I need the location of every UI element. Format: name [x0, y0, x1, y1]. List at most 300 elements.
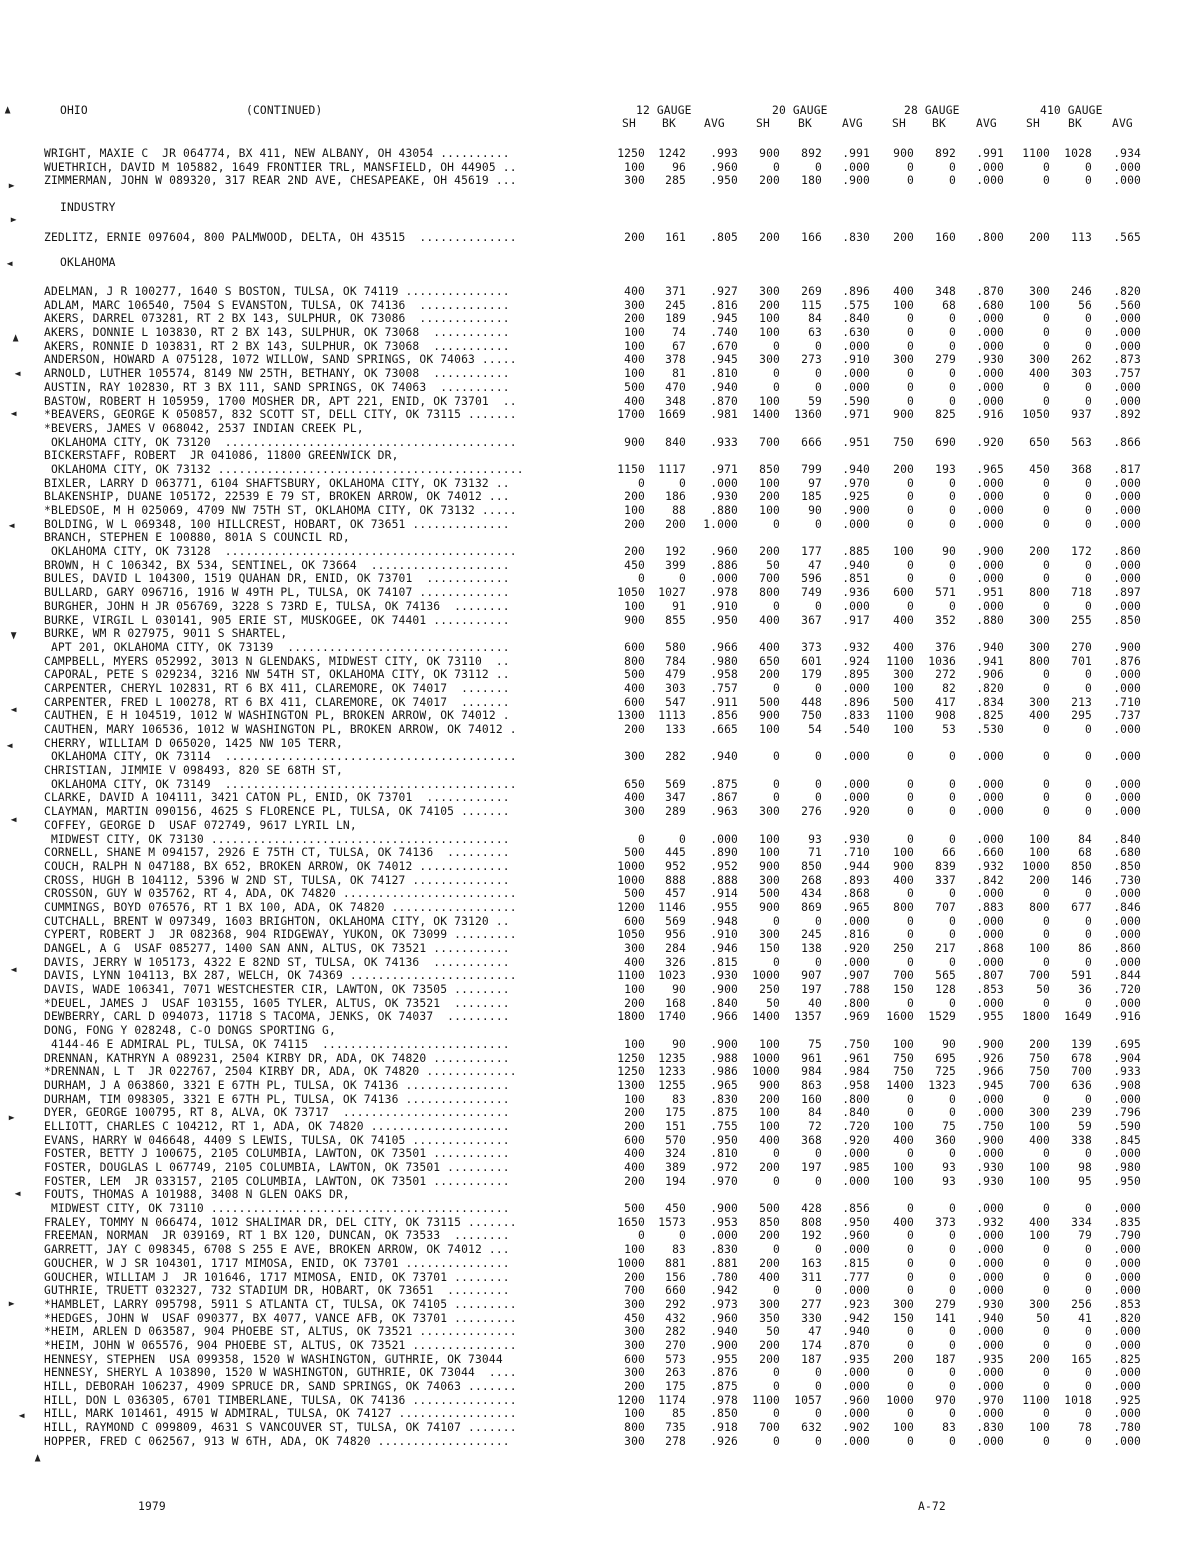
cell-g28-bk: 0 — [949, 367, 956, 381]
cell-g410-bk: 172 — [1071, 545, 1092, 559]
cell-g410-bk: 98 — [1078, 1161, 1092, 1174]
shooter-entry: FOUTS, THOMAS A 101988, 3408 N GLEN OAKS DR, — [44, 1188, 350, 1202]
cell-g12-sh: 1000 — [617, 859, 645, 873]
cell-g28-bk: 0 — [949, 777, 956, 791]
shooter-entry: CORNELL, SHANE M 094157, 2926 E 75TH CT, TULSA, OK 74136 ......... — [44, 846, 510, 860]
cell-g28-avg: .000 — [976, 955, 1004, 969]
cell-g12-sh: 300 — [624, 1434, 645, 1448]
cell-g12-bk: 263 — [665, 1366, 686, 1380]
cell-g12-sh: 1250 — [617, 147, 645, 160]
cell-g410-bk: 0 — [1085, 476, 1092, 490]
cell-g12-avg: .966 — [710, 1010, 738, 1024]
cell-g28-avg: .930 — [976, 1174, 1004, 1188]
cell-g20-sh: 0 — [773, 380, 780, 394]
cell-g12-bk: 151 — [665, 1119, 686, 1133]
margin-mark: ◄ — [10, 702, 17, 716]
cell-g28-sh: 300 — [893, 1297, 914, 1311]
cell-g28-bk: 93 — [942, 1174, 956, 1188]
cell-g410-avg: .860 — [1113, 545, 1141, 559]
cell-g20-avg: .816 — [842, 928, 870, 942]
cell-g20-avg: .840 — [842, 1106, 870, 1120]
cell-g12-sh: 400 — [624, 955, 645, 969]
cell-g28-sh: 0 — [907, 928, 914, 942]
cell-g20-avg: .870 — [842, 1338, 870, 1352]
cell-g410-sh: 750 — [1029, 1051, 1050, 1065]
cell-g12-avg: .955 — [710, 1352, 738, 1366]
cell-g20-sh: 400 — [759, 1270, 780, 1284]
cell-g410-avg: .565 — [1113, 231, 1141, 244]
cell-g12-bk: 245 — [665, 298, 686, 312]
cell-g20-sh: 0 — [773, 367, 780, 381]
cell-g410-bk: 0 — [1085, 326, 1092, 340]
cell-g28-avg: .906 — [976, 668, 1004, 682]
cell-g28-bk: 0 — [949, 1202, 956, 1216]
cell-g20-bk: 0 — [815, 1407, 822, 1421]
cell-g28-sh: 0 — [907, 380, 914, 394]
cell-g28-sh: 1000 — [886, 1393, 914, 1407]
cell-g410-sh: 50 — [1036, 983, 1050, 997]
cell-g410-bk: 262 — [1071, 353, 1092, 367]
cell-g12-avg: .000 — [710, 476, 738, 490]
cell-g410-bk: 0 — [1085, 805, 1092, 819]
cell-g12-avg: .867 — [710, 791, 738, 805]
cell-g12-avg: .880 — [710, 504, 738, 517]
cell-g28-sh: 0 — [907, 326, 914, 340]
cell-g12-avg: .875 — [710, 1380, 738, 1393]
cell-g20-bk: 0 — [815, 777, 822, 791]
cell-g28-avg: .965 — [976, 462, 1004, 476]
margin-mark: ◄ — [10, 406, 17, 420]
cell-g28-avg: .951 — [976, 586, 1004, 600]
cell-g28-avg: .000 — [976, 312, 1004, 326]
cell-g410-sh: 0 — [1043, 160, 1050, 174]
section-oklahoma — [0, 285, 1200, 1448]
cell-g12-sh: 400 — [624, 791, 645, 805]
cell-g12-sh: 1050 — [617, 586, 645, 600]
cell-g20-sh: 0 — [773, 1147, 780, 1161]
cell-g20-avg: .960 — [842, 1393, 870, 1407]
cell-g410-bk: 0 — [1085, 887, 1092, 901]
cell-g410-avg: .897 — [1113, 586, 1141, 600]
cell-g20-sh: 200 — [759, 231, 780, 244]
cell-g28-sh: 100 — [893, 545, 914, 559]
cell-g410-bk: 56 — [1078, 298, 1092, 312]
cell-g20-bk: 187 — [801, 1352, 822, 1366]
cell-g410-avg: .846 — [1113, 900, 1141, 914]
cell-g12-sh: 300 — [624, 750, 645, 764]
cell-g28-bk: 348 — [935, 285, 956, 298]
cell-g28-avg: .000 — [976, 1202, 1004, 1216]
cell-g28-sh: 900 — [893, 147, 914, 160]
cell-g28-sh: 0 — [907, 1407, 914, 1421]
cell-g12-bk: 74 — [672, 326, 686, 340]
cell-g410-sh: 300 — [1029, 613, 1050, 627]
cell-g20-avg: .000 — [842, 367, 870, 381]
table-row — [0, 586, 1200, 600]
cell-g20-sh: 0 — [773, 160, 780, 174]
cell-g410-avg: .000 — [1113, 1407, 1141, 1421]
cell-g20-sh: 200 — [759, 1352, 780, 1366]
cell-g28-bk: 0 — [949, 517, 956, 531]
table-row — [0, 559, 1200, 573]
cell-g20-sh: 0 — [773, 599, 780, 613]
cell-g28-sh: 0 — [907, 572, 914, 586]
cell-g28-sh: 0 — [907, 887, 914, 901]
cell-g410-bk: 0 — [1085, 1338, 1092, 1352]
margin-mark: ◄ — [18, 1408, 25, 1422]
margin-mark: ▲ — [12, 330, 19, 344]
cell-g12-sh: 200 — [624, 1380, 645, 1393]
cell-g12-bk: 0 — [679, 832, 686, 846]
cell-g410-sh: 0 — [1043, 1243, 1050, 1257]
cell-g28-sh: 1100 — [886, 654, 914, 668]
cell-g12-sh: 500 — [624, 380, 645, 394]
shooter-entry: COFFEY, GEORGE D USAF 072749, 9617 LYRIL LN, — [44, 818, 357, 832]
cell-g12-sh: 1650 — [617, 1215, 645, 1229]
margin-mark: ◄ — [6, 738, 13, 752]
cell-g20-bk: 0 — [815, 681, 822, 695]
table-row — [0, 1421, 1200, 1435]
cell-g410-avg: .730 — [1113, 873, 1141, 887]
cell-g28-bk: 565 — [935, 969, 956, 983]
cell-g28-sh: 0 — [907, 1202, 914, 1216]
cell-g12-sh: 100 — [624, 160, 645, 174]
cell-g410-bk: 0 — [1085, 1407, 1092, 1421]
cell-g410-avg: .850 — [1113, 859, 1141, 873]
cell-g20-sh: 1400 — [752, 408, 780, 422]
cell-g20-sh: 300 — [759, 873, 780, 887]
cell-g28-bk: 0 — [949, 928, 956, 942]
cell-g20-bk: 0 — [815, 1174, 822, 1188]
cell-g20-bk: 97 — [808, 476, 822, 490]
cell-g28-bk: 0 — [949, 1106, 956, 1120]
cell-g410-sh: 200 — [1029, 873, 1050, 887]
table-row — [0, 299, 1200, 313]
cell-g410-sh: 0 — [1043, 777, 1050, 791]
table-row — [0, 395, 1200, 409]
cell-g410-sh: 1800 — [1022, 1010, 1050, 1024]
cell-g20-avg: .960 — [842, 1229, 870, 1243]
cell-g20-bk: 1360 — [794, 408, 822, 422]
shooter-entry: BICKERSTAFF, ROBERT JR 041086, 11800 GREENWICK DR, — [44, 449, 399, 463]
cell-g410-avg: .000 — [1113, 723, 1141, 736]
table-row — [0, 1407, 1200, 1421]
cell-g12-sh: 100 — [624, 599, 645, 613]
table-row — [0, 614, 1200, 628]
cell-g12-sh: 0 — [638, 1229, 645, 1243]
cell-g28-bk: 0 — [949, 174, 956, 188]
cell-g410-bk: 677 — [1071, 900, 1092, 914]
cell-g20-avg: .920 — [842, 942, 870, 955]
cell-g410-sh: 400 — [1029, 1133, 1050, 1147]
cell-g12-sh: 300 — [624, 942, 645, 955]
table-row — [0, 874, 1200, 888]
cell-g410-bk: 0 — [1085, 723, 1092, 736]
cell-g28-sh: 0 — [907, 558, 914, 572]
cell-g28-bk: 90 — [942, 545, 956, 559]
cell-g12-sh: 450 — [624, 558, 645, 572]
footer-year: 1979 — [138, 1500, 166, 1513]
cell-g12-sh: 300 — [624, 1338, 645, 1352]
cell-g12-bk: 156 — [665, 1270, 686, 1284]
table-row — [0, 969, 1200, 983]
cell-g28-bk: 0 — [949, 504, 956, 517]
cell-g20-bk: 72 — [808, 1119, 822, 1133]
cell-g410-avg: .590 — [1113, 1119, 1141, 1133]
subcol-avg: AVG — [1112, 117, 1133, 130]
cell-g12-avg: .965 — [710, 1078, 738, 1092]
cell-g28-avg: .000 — [976, 832, 1004, 846]
cell-g20-sh: 300 — [759, 805, 780, 819]
table-row — [0, 709, 1200, 723]
cell-g20-bk: 0 — [815, 339, 822, 353]
cell-g410-bk: 334 — [1071, 1215, 1092, 1229]
cell-g410-sh: 0 — [1043, 1270, 1050, 1284]
table-row — [0, 1106, 1200, 1120]
cell-g410-avg: .000 — [1113, 1338, 1141, 1352]
table-row — [0, 1161, 1200, 1175]
cell-g12-avg: .900 — [710, 983, 738, 997]
cell-g20-sh: 900 — [759, 900, 780, 914]
cell-g12-bk: 855 — [665, 613, 686, 627]
cell-g12-avg: .930 — [710, 969, 738, 983]
cell-g12-avg: .840 — [710, 996, 738, 1010]
cell-g28-bk: 217 — [935, 942, 956, 955]
cell-g410-avg: .876 — [1113, 654, 1141, 668]
cell-g20-bk: 448 — [801, 695, 822, 709]
cell-g410-sh: 0 — [1043, 1434, 1050, 1448]
cell-g410-sh: 0 — [1043, 723, 1050, 736]
cell-g12-bk: 161 — [665, 231, 686, 244]
subcol-sh: SH — [1026, 117, 1040, 130]
table-row — [0, 942, 1200, 956]
shooter-entry: CAMPBELL, MYERS 052992, 3013 N GLENDAKS, MIDWEST CITY, OK 73110 .. — [44, 654, 510, 668]
cell-g28-sh: 150 — [893, 1311, 914, 1325]
cell-g20-avg: .777 — [842, 1270, 870, 1284]
shooter-entry: CROSSON, GUY W 035762, RT 4, ADA, OK 74820 ......................... — [44, 887, 517, 901]
cell-g12-bk: 784 — [665, 654, 686, 668]
cell-g20-avg: .900 — [842, 174, 870, 188]
table-row — [0, 285, 1200, 299]
shooter-entry: *HEDGES, JOHN W USAF 090377, BX 4077, VANCE AFB, OK 73701 ......... — [44, 1311, 517, 1325]
cell-g410-avg: .000 — [1113, 476, 1141, 490]
column-header — [0, 104, 1200, 134]
cell-g20-sh: 200 — [759, 1256, 780, 1270]
cell-g28-sh: 100 — [893, 1421, 914, 1435]
cell-g12-sh: 1700 — [617, 408, 645, 422]
cell-g20-sh: 0 — [773, 517, 780, 531]
cell-g28-bk: 0 — [949, 1284, 956, 1298]
cell-g410-sh: 0 — [1043, 1092, 1050, 1106]
cell-g12-sh: 1300 — [617, 709, 645, 723]
shooter-entry: ADELMAN, J R 100277, 1640 S BOSTON, TULSA, OK 74119 ............... — [44, 285, 510, 298]
cell-g20-sh: 100 — [759, 723, 780, 736]
shooter-entry: AKERS, DONNIE L 103830, RT 2 BX 143, SULPHUR, OK 73068 ........... — [44, 326, 510, 340]
cell-g410-avg: .780 — [1113, 1421, 1141, 1435]
cell-g410-avg: .900 — [1113, 640, 1141, 654]
cell-g20-avg: .965 — [842, 900, 870, 914]
cell-g20-avg: .000 — [842, 777, 870, 791]
cell-g20-avg: .885 — [842, 545, 870, 559]
cell-g28-avg: .000 — [976, 1270, 1004, 1284]
cell-g28-avg: .991 — [976, 147, 1004, 160]
cell-g20-bk: 84 — [808, 312, 822, 326]
cell-g28-sh: 0 — [907, 1092, 914, 1106]
cell-g28-bk: 352 — [935, 613, 956, 627]
cell-g20-sh: 400 — [759, 613, 780, 627]
cell-g12-avg: .805 — [710, 231, 738, 244]
cell-g20-bk: 1057 — [794, 1393, 822, 1407]
table-row — [0, 737, 1200, 751]
cell-g20-bk: 166 — [801, 231, 822, 244]
cell-g20-bk: 368 — [801, 1133, 822, 1147]
cell-g28-sh: 0 — [907, 160, 914, 174]
cell-g410-sh: 0 — [1043, 1325, 1050, 1339]
cell-g20-bk: 245 — [801, 928, 822, 942]
table-row — [0, 1271, 1200, 1285]
cell-g12-sh: 300 — [624, 298, 645, 312]
cell-g20-sh: 100 — [759, 476, 780, 490]
cell-g28-bk: 0 — [949, 996, 956, 1010]
cell-g410-bk: 0 — [1085, 1284, 1092, 1298]
cell-g28-sh: 1600 — [886, 1010, 914, 1024]
cell-g410-sh: 800 — [1029, 586, 1050, 600]
table-row — [0, 983, 1200, 997]
cell-g20-sh: 0 — [773, 1243, 780, 1257]
cell-g12-bk: 133 — [665, 723, 686, 736]
table-row — [0, 1435, 1200, 1449]
cell-g410-avg: .000 — [1113, 1202, 1141, 1216]
shooter-entry: HILL, DON L 036305, 6701 TIMBERLANE, TULSA, OK 74136 ............... — [44, 1393, 517, 1407]
cell-g28-avg: .900 — [976, 1037, 1004, 1051]
cell-g28-bk: 279 — [935, 353, 956, 367]
cell-g28-bk: 0 — [949, 1434, 956, 1448]
cell-g12-avg: .886 — [710, 558, 738, 572]
cell-g410-bk: 0 — [1085, 1380, 1092, 1393]
cell-g20-sh: 200 — [759, 1161, 780, 1174]
cell-g28-sh: 150 — [893, 983, 914, 997]
cell-g20-avg: .940 — [842, 462, 870, 476]
cell-g12-avg: .780 — [710, 1270, 738, 1284]
margin-mark: ▲ — [4, 102, 11, 116]
table-row — [0, 1093, 1200, 1107]
cell-g12-avg: .670 — [710, 339, 738, 353]
cell-g410-avg: .000 — [1113, 996, 1141, 1010]
cell-g28-bk: 82 — [942, 681, 956, 695]
cell-g410-avg: .757 — [1113, 367, 1141, 381]
shooter-entry: CUTCHALL, BRENT W 097349, 1603 BRIGHTON, OKLAHOMA CITY, OK 73120 .. — [44, 914, 510, 928]
cell-g20-sh: 850 — [759, 462, 780, 476]
shooter-entry: DYER, GEORGE 100795, RT 8, ALVA, OK 73717 ........................ — [44, 1106, 510, 1120]
cell-g410-avg: .000 — [1113, 517, 1141, 531]
cell-g410-sh: 0 — [1043, 1338, 1050, 1352]
cell-g20-sh: 350 — [759, 1311, 780, 1325]
cell-g12-sh: 100 — [624, 326, 645, 340]
cell-g28-avg: .000 — [976, 504, 1004, 517]
cell-g28-avg: .000 — [976, 1092, 1004, 1106]
cell-g410-avg: .000 — [1113, 955, 1141, 969]
cell-g28-avg: .000 — [976, 805, 1004, 819]
cell-g410-bk: 563 — [1071, 435, 1092, 449]
cell-g20-bk: 0 — [815, 599, 822, 613]
cell-g20-sh: 100 — [759, 1119, 780, 1133]
cell-g410-avg: .000 — [1113, 1380, 1141, 1393]
cell-g12-avg: .988 — [710, 1051, 738, 1065]
cell-g20-sh: 50 — [766, 558, 780, 572]
cell-g12-bk: 200 — [665, 517, 686, 531]
cell-g20-bk: 367 — [801, 613, 822, 627]
cell-g20-avg: .940 — [842, 558, 870, 572]
cell-g28-sh: 750 — [893, 435, 914, 449]
cell-g20-avg: .935 — [842, 1352, 870, 1366]
cell-g410-bk: 636 — [1071, 1078, 1092, 1092]
table-row — [0, 1024, 1200, 1038]
shooter-entry: *BEVERS, JAMES V 068042, 2537 INDIAN CREEK PL, — [44, 421, 364, 435]
cell-g12-bk: 81 — [672, 367, 686, 381]
cell-g410-sh: 200 — [1029, 1352, 1050, 1366]
shooter-entry: APT 201, OKLAHOMA CITY, OK 73139 ................................ — [44, 640, 510, 654]
table-row — [0, 887, 1200, 901]
cell-g410-sh: 650 — [1029, 435, 1050, 449]
subcol-avg: AVG — [704, 117, 725, 130]
cell-g28-bk: 0 — [949, 476, 956, 490]
subcol-sh: SH — [892, 117, 906, 130]
cell-g12-avg: .875 — [710, 1106, 738, 1120]
cell-g12-sh: 400 — [624, 681, 645, 695]
cell-g410-bk: 937 — [1071, 408, 1092, 422]
cell-g28-sh: 0 — [907, 339, 914, 353]
cell-g20-avg: .788 — [842, 983, 870, 997]
cell-g28-sh: 0 — [907, 1270, 914, 1284]
cell-g12-sh: 300 — [624, 1325, 645, 1339]
table-row — [0, 408, 1200, 422]
table-row — [0, 1120, 1200, 1134]
cell-g20-bk: 863 — [801, 1078, 822, 1092]
cell-g20-bk: 115 — [801, 298, 822, 312]
cell-g20-sh: 300 — [759, 928, 780, 942]
cell-g20-sh: 400 — [759, 1133, 780, 1147]
cell-g410-sh: 0 — [1043, 996, 1050, 1010]
cell-g28-avg: .000 — [976, 996, 1004, 1010]
cell-g20-avg: .924 — [842, 654, 870, 668]
table-row — [0, 1353, 1200, 1367]
cell-g20-bk: 180 — [801, 174, 822, 188]
table-row — [0, 1312, 1200, 1326]
cell-g20-bk: 869 — [801, 900, 822, 914]
cell-g20-sh: 900 — [759, 709, 780, 723]
cell-g410-avg: .000 — [1113, 380, 1141, 394]
table-row — [0, 778, 1200, 792]
cell-g28-sh: 100 — [893, 723, 914, 736]
table-row — [0, 1298, 1200, 1312]
cell-g20-sh: 1000 — [752, 1051, 780, 1065]
cell-g410-avg: .844 — [1113, 969, 1141, 983]
cell-g20-avg: .000 — [842, 1243, 870, 1257]
cell-g410-avg: .000 — [1113, 777, 1141, 791]
cell-g28-sh: 0 — [907, 312, 914, 326]
cell-g12-avg: .940 — [710, 380, 738, 394]
continued-label: (CONTINUED) — [246, 104, 323, 117]
cell-g28-bk: 0 — [949, 1407, 956, 1421]
cell-g410-bk: 0 — [1085, 750, 1092, 764]
cell-g12-avg: .970 — [710, 1174, 738, 1188]
cell-g28-bk: 0 — [949, 1270, 956, 1284]
cell-g12-avg: .940 — [710, 1325, 738, 1339]
cell-g410-sh: 100 — [1029, 1119, 1050, 1133]
cell-g12-bk: 91 — [672, 599, 686, 613]
cell-g28-sh: 200 — [893, 1352, 914, 1366]
shooter-entry: AUSTIN, RAY 102830, RT 3 BX 111, SAND SPRINGS, OK 74063 .......... — [44, 380, 510, 394]
